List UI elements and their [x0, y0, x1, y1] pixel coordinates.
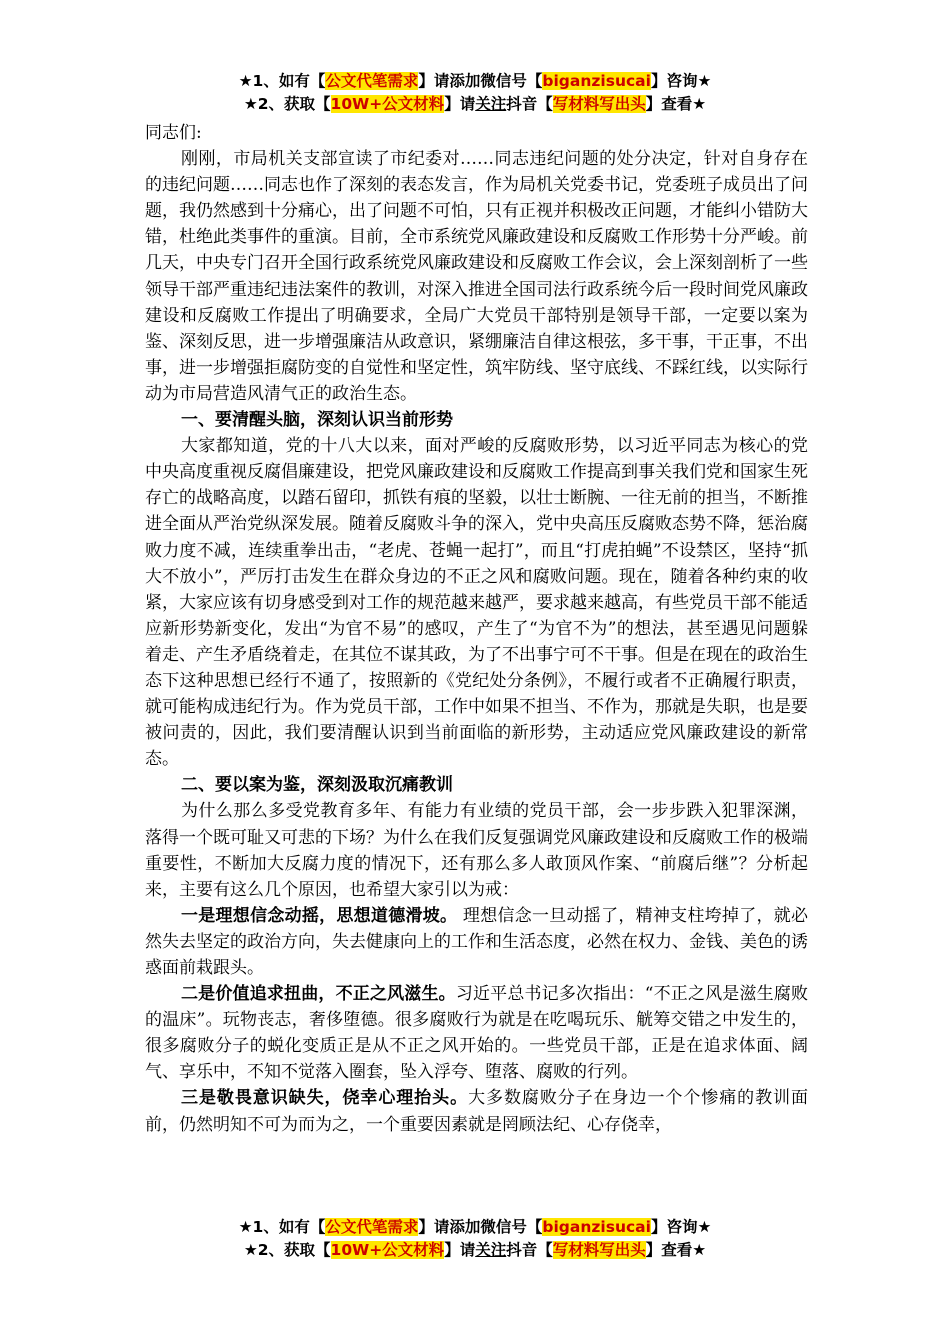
point-lead: 三是敬畏意识缺失，侥幸心理抬头。	[181, 1088, 469, 1109]
banner-highlight: biganzisucai	[542, 72, 651, 90]
banner-text: ★2、获取【	[243, 1241, 331, 1259]
paragraph: 刚刚，市局机关支部宣读了市纪委对……同志违纪问题的处分决定，针对自身存在的违纪问题……同志也作了深刻的表态发言，作为局机关党委书记，党委班子成员出了问题，我仍然感到十分痛心，出了问题不可怕，只有正视并积极改正问题，才能纠小错防大错，杜绝此类事件的重演。目前，全市系统党风廉政建设和反腐败工作形势十分严峻。前几天，中央专门召开全国行政系统党风廉政建设和反腐败工作会议，会上深刻剖析了一些领导干部严重违纪违法案件的教训，对深入推进全国司法行政系统今后一段时间党风廉政建设和反腐败工作提出了明确要求，全局广大党员干部特别是领导干部，一定要以案为鉴、深刻反思，进一步增强廉洁从政意识，紧绷廉洁自律这根弦，多干事，干正事，不出事，进一步增强拒腐防变的自觉性和坚定性，筑牢防线、坚守底线、不踩红线，以实际行动为市局营造风清气正的政治生态。	[145, 149, 808, 404]
point-text: 习近平总书记多次指出：“不正之风是滋生腐败的温床”。玩物丧志，奢侈堕德。很多腐败行为就是在吃喝玩乐、觥筹交错之中发生的，很多腐败分子的蜕化变质正是从不正之风开始的。一些党员干部，正是在追求体面、阔气、享乐中，不知不觉落入圈套，坠入浮夸、堕落、腐败的行列。	[145, 984, 809, 1083]
point-text: 大多数腐败分子在身边一个个惨痛的教训面前，仍然明知不可为而为之，一个重要因素就是罔顾法纪、心存侥幸，	[145, 1088, 809, 1135]
banner-text: ★2、获取【	[243, 95, 331, 113]
banner-emphasis: 关注	[475, 95, 507, 113]
banner-emphasis: 添加	[449, 72, 481, 90]
banner-text: 抖音【	[506, 95, 553, 113]
banner-highlight: 公文代笔需求	[325, 1218, 419, 1236]
banner-text: 】请	[418, 72, 450, 90]
banner-text: 】请	[444, 1241, 476, 1259]
document-body	[145, 120, 808, 1138]
top-banner	[0, 70, 950, 116]
paragraph	[145, 1085, 808, 1137]
banner-text: 】查看★	[645, 1241, 707, 1259]
section-heading: 二、要以案为鉴，深刻汲取沉痛教训	[181, 775, 453, 796]
banner-emphasis: 添加	[449, 1218, 481, 1236]
banner-text: 微信号【	[480, 1218, 543, 1236]
paragraph: 为什么那么多受党教育多年、有能力有业绩的党员干部，会一步步跌入犯罪深渊，落得一个既可耻又可悲的下场？为什么在我们反复强调党风廉政建设和反腐败工作的极端重要性，不断加大反腐力度的情况下，还有那么多人敢顶风作案、“前腐后继”？分析起来，主要有这么几个原因，也希望大家引以为戒：	[145, 801, 808, 900]
banner-text: 】查看★	[645, 95, 707, 113]
banner-highlight: 写材料写出头	[552, 1241, 646, 1259]
banner-text: ★1、如有【	[238, 1218, 326, 1236]
banner-highlight: 10W+公文材料	[330, 95, 445, 113]
point-lead: 一是理想信念动摇，思想道德滑坡。	[181, 905, 458, 926]
banner-highlight: 公文代笔需求	[325, 72, 419, 90]
paragraph	[145, 903, 808, 981]
banner-highlight: biganzisucai	[542, 1218, 651, 1236]
banner-highlight: 写材料写出头	[552, 95, 646, 113]
banner-line-2	[0, 93, 950, 116]
banner-text: ★1、如有【	[238, 72, 326, 90]
banner-highlight: 10W+公文材料	[330, 1241, 445, 1259]
banner-text: 微信号【	[480, 72, 543, 90]
banner-line-1	[0, 70, 950, 93]
paragraph: 大家都知道，党的十八大以来，面对严峻的反腐败形势，以习近平同志为核心的党中央高度重视反腐倡廉建设，把党风廉政建设和反腐败工作提高到事关我们党和国家生死存亡的战略高度，以踏石留印，抓铁有痕的坚毅，以壮士断腕、一往无前的担当，不断推进全面从严治党纵深发展。随着反腐败斗争的深入，党中央高压反腐败态势不降，惩治腐败力度不减，连续重拳出击，“老虎、苍蝇一起打”，而且“打虎拍蝇”不设禁区，坚持“抓大不放小”，严厉打击发生在群众身边的不正之风和腐败问题。现在，随着各种约束的收紧，大家应该有切身感受到对工作的规范越来越严，要求越来越高，有些党员干部不能适应新形势新变化，发出“为官不易”的感叹，产生了“为官不为”的想法，甚至遇见问题躲着走、产生矛盾绕着走，在其位不谋其政，为了不出事宁可不干事。但是在现在的政治生态下这种思想已经行不通了，按照新的《党纪处分条例》，不履行或者不正确履行职责，就可能构成违纪行为。作为党员干部，工作中如果不担当、不作为，那就是失职，也是要被问责的，因此，我们要清醒认识到当前面临的新形势，主动适应党风廉政建设的新常态。	[145, 436, 808, 770]
banner-line-1	[0, 1216, 950, 1239]
banner-text: 】请	[418, 1218, 450, 1236]
banner-text: 】咨询★	[650, 72, 712, 90]
banner-emphasis: 关注	[475, 1241, 507, 1259]
paragraph	[145, 981, 808, 1085]
banner-line-2	[0, 1239, 950, 1262]
salutation: 同志们:	[145, 123, 202, 143]
banner-text: 】请	[444, 95, 476, 113]
banner-text: 】咨询★	[650, 1218, 712, 1236]
point-text: 理想信念一旦动摇了，精神支柱垮掉了，就必然失去坚定的政治方向，失去健康向上的工作和生活态度，必然在权力、金钱、美色的诱惑面前栽跟头。	[145, 905, 808, 978]
point-lead: 二是价值追求扭曲，不正之风滋生。	[181, 984, 456, 1005]
section-heading: 一、要清醒头脑，深刻认识当前形势	[181, 410, 453, 431]
banner-text: 抖音【	[506, 1241, 553, 1259]
bottom-banner	[0, 1216, 950, 1262]
